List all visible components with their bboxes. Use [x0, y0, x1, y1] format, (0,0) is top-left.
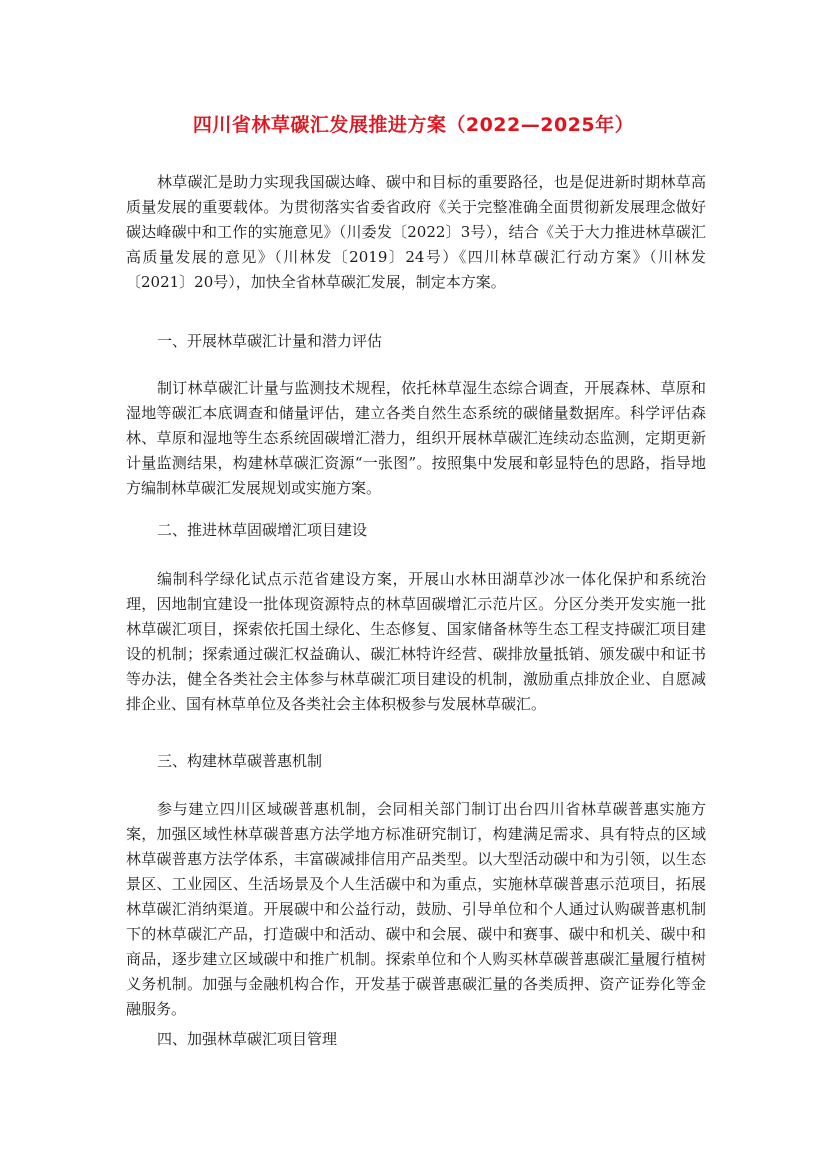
section-body-1: 制订林草碳汇计量与监测技术规程，依托林草湿生态综合调查，开展森林、草原和湿地等碳汇本底调查和储量评估，建立各类自然生态系统的碳储量数据库。科学评估森林、草原和湿地等生态系统固碳增汇潜力，组织开展林草碳汇连续动态监测，定期更新计量监测结果，构建林草碳汇资源“一张图”。按照集中发展和彰显特色的思路，指导地方编制林草碳汇发展规划或实施方案。 [126, 379, 706, 497]
section-heading-3: 三、构建林草碳普惠机制 [157, 752, 323, 770]
section-heading-1: 一、开展林草碳汇计量和潜力评估 [157, 332, 383, 350]
section-heading-4: 四、加强林草碳汇项目管理 [157, 1030, 338, 1048]
document-title: 四川省林草碳汇发展推进方案（2022—2025年） [192, 114, 635, 136]
section-body-3: 参与建立四川区域碳普惠机制，会同相关部门制订出台四川省林草碳普惠实施方案，加强区域性林草碳普惠方法学地方标准研究制订，构建满足需求、具有特点的区域林草碳普惠方法学体系，丰富碳减排信用产品类型。以大型活动碳中和为引领，以生态景区、工业园区、生活场景及个人生活碳中和为重点，实施林草碳普惠示范项目，拓展林草碳汇消纳渠道。开展碳中和公益行动，鼓励、引导单位和个人通过认购碳普惠机制下的林草碳汇产品，打造碳中和活动、碳中和会展、碳中和赛事、碳中和机关、碳中和商品，逐步建立区域碳中和推广机制。探索单位和个人购买林草碳普惠碳汇量履行植树义务机制。加强与金融机构合作，开发基于碳普惠碳汇量的各类质押、资产证券化等金融服务。 [126, 800, 706, 1018]
section-body-2: 编制科学绿化试点示范省建设方案，开展山水林田湖草沙冰一体化保护和系统治理，因地制宜建设一批体现资源特点的林草固碳增汇示范片区。分区分类开发实施一批林草碳汇项目，探索依托国土绿化、生态修复、国家储备林等生态工程支持碳汇项目建设的机制；探索通过碳汇权益确认、碳汇林特许经营、碳排放量抵销、颁发碳中和证书等办法，健全各类社会主体参与林草碳汇项目建设的机制，激励重点排放企业、自愿减排企业、国有林草单位及各类社会主体积极参与发展林草碳汇。 [126, 570, 706, 713]
section-heading-2: 二、推进林草固碳增汇项目建设 [157, 521, 368, 539]
intro-paragraph: 林草碳汇是助力实现我国碳达峰、碳中和目标的重要路径，也是促进新时期林草高质量发展的重要载体。为贯彻落实省委省政府《关于完整准确全面贯彻新发展理念做好碳达峰碳中和工作的实施意见》（川委发〔2022〕3号），结合《关于大力推进林草碳汇高质量发展的意见》（川林发〔2019〕24号）《四川林草碳汇行动方案》（川林发〔2021〕20号），加快全省林草碳汇发展，制定本方案。 [126, 173, 706, 291]
